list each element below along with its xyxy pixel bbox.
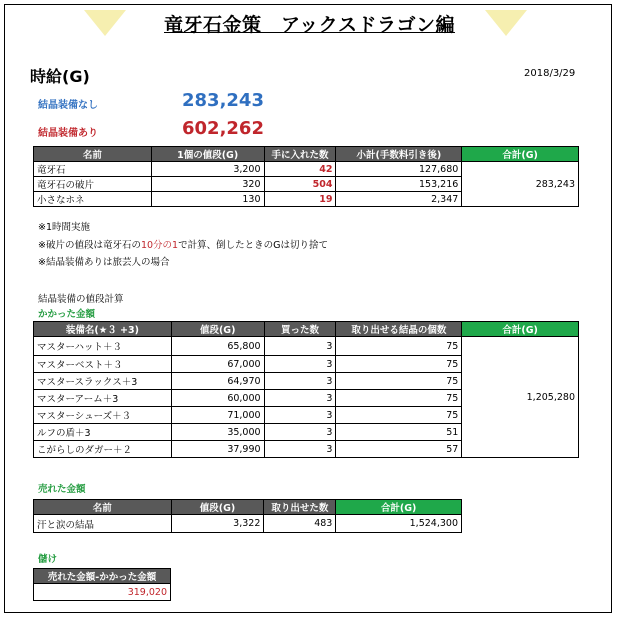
section-sold-label: 売れた金額 [38,484,86,495]
cell-name: マスタースラックス＋3 [34,373,172,390]
cell-qty: 3 [264,390,336,407]
col-header: 取り出せる結晶の個数 [336,322,462,337]
cell-qty: 3 [264,407,336,424]
without-gem-value: 283,243 [182,90,264,111]
cell-qty: 42 [264,162,336,177]
note-1: ※1時間実施 [38,222,91,233]
cell-subtotal: 2,347 [336,192,462,207]
cell-price: 65,800 [171,337,264,356]
col-header: 1個の値段(G) [151,147,264,162]
with-gem-label: 結晶装備あり [38,128,98,139]
cell-gems: 75 [336,356,462,373]
cell-gems: 75 [336,337,462,356]
cell-qty: 483 [264,515,336,533]
sold-table [33,499,462,533]
col-header: 取り出せた数 [264,500,336,515]
cell-name: 竜牙石 [34,162,152,177]
table-row [34,515,462,533]
section-profit-label: 儲け [38,554,58,565]
section-calc-label: 結晶装備の値段計算 [38,294,124,305]
cell-gems: 75 [336,390,462,407]
cell-gems: 51 [336,424,462,441]
cell-qty: 3 [264,356,336,373]
cell-subtotal: 153,216 [336,177,462,192]
col-header: 値段(G) [171,500,264,515]
cell-subtotal: 127,680 [336,162,462,177]
cell-name: こがらしのダガー＋２ [34,441,172,458]
col-header: 名前 [34,147,152,162]
note-2-part-a: ※破片の値段は竜牙石の [38,240,141,251]
cell-name: マスターベスト＋３ [34,356,172,373]
cell-name: 汗と涙の結晶 [34,515,172,533]
cell-price: 67,000 [171,356,264,373]
table-header-row [34,569,171,584]
cell-qty: 3 [264,373,336,390]
col-header: 買った数 [264,322,336,337]
table-header-row [34,322,579,337]
cell-price: 71,000 [171,407,264,424]
cell-qty: 504 [264,177,336,192]
table-row [34,584,171,601]
cell-name: マスターシューズ＋３ [34,407,172,424]
income-table [33,146,579,207]
table-row [34,337,579,356]
col-header: 名前 [34,500,172,515]
page-title: 竜牙石金策 アックスドラゴン編 [164,14,455,36]
cell-qty: 3 [264,424,336,441]
date: 2018/3/29 [524,68,576,79]
with-gem-value: 602,262 [182,118,264,139]
cell-price: 130 [151,192,264,207]
cell-name: 竜牙石の破片 [34,177,152,192]
col-header: 合計(G) [462,147,579,162]
cell-price: 60,000 [171,390,264,407]
col-header: 売れた金額-かかった金額 [34,569,171,584]
cell-qty: 19 [264,192,336,207]
note-2-part-c: で計算、倒したときのGは切り捨て [178,240,328,251]
table-header-row [34,500,462,515]
table-row [34,162,579,177]
without-gem-label: 結晶装備なし [38,100,98,111]
cell-total: 1,205,280 [462,337,579,458]
cell-qty: 3 [264,441,336,458]
cell-name: 小さなホネ [34,192,152,207]
cell-total: 283,243 [462,162,579,207]
cost-table [33,321,579,458]
cell-gems: 75 [336,407,462,424]
cell-name: マスターアーム＋3 [34,390,172,407]
cell-name: マスターハット＋３ [34,337,172,356]
cell-price: 3,322 [171,515,264,533]
profit-table [33,568,171,601]
cell-profit: 319,020 [34,584,171,601]
cell-price: 35,000 [171,424,264,441]
cell-price: 37,990 [171,441,264,458]
section-cost-label: かかった金額 [38,309,96,320]
note-2 [38,237,328,251]
cell-price: 3,200 [151,162,264,177]
cell-price: 320 [151,177,264,192]
cell-total: 1,524,300 [336,515,462,533]
cell-price: 64,970 [171,373,264,390]
note-2-highlight: 10分の1 [140,240,179,251]
cell-gems: 75 [336,373,462,390]
subtitle: 時給(G) [30,67,90,86]
table-header-row [34,147,579,162]
col-header: 値段(G) [171,322,264,337]
col-header: 手に入れた数 [264,147,336,162]
col-header: 装備名(★３ +3) [34,322,172,337]
col-header: 合計(G) [336,500,462,515]
note-3: ※結晶装備ありは旅芸人の場合 [38,257,170,268]
cell-name: ルフの盾＋3 [34,424,172,441]
cell-gems: 57 [336,441,462,458]
cell-qty: 3 [264,337,336,356]
col-header: 合計(G) [462,322,579,337]
col-header: 小計(手数料引き後) [336,147,462,162]
